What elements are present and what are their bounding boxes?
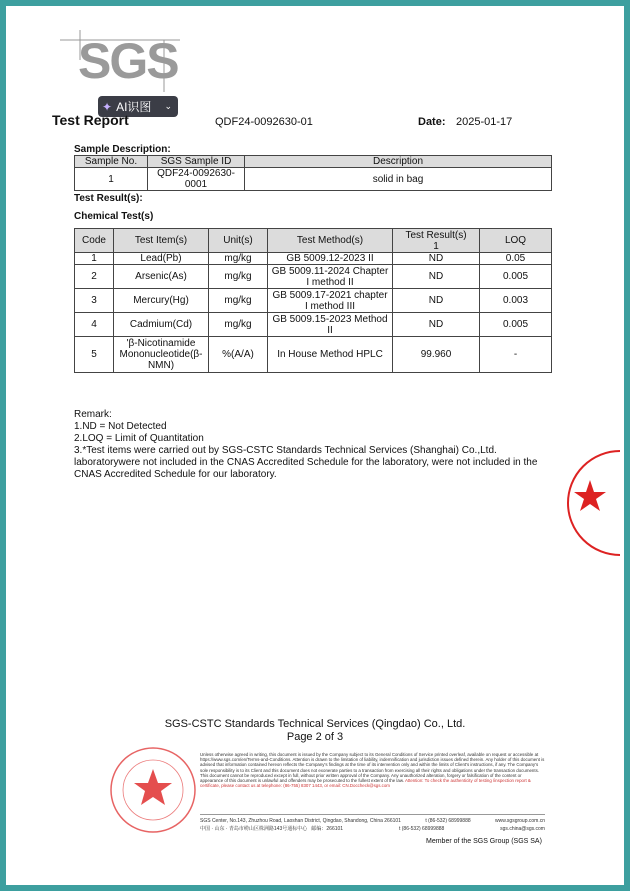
table-cell: In House Method HPLC <box>268 337 393 373</box>
table-cell: 1 <box>75 253 114 265</box>
table-cell: 2 <box>75 265 114 289</box>
table-row <box>75 289 552 313</box>
table-cell: mg/kg <box>209 253 268 265</box>
remark-line: 2.LOQ = Limit of Quantitation <box>74 433 204 444</box>
col-header: Unit(s) <box>209 229 268 253</box>
report-number: QDF24-0092630-01 <box>215 116 313 128</box>
table-cell: Arsenic(As) <box>114 265 209 289</box>
table-cell: solid in bag <box>245 168 552 191</box>
table-cell: GB 5009.12-2023 II <box>268 253 393 265</box>
test-stamp-right <box>560 448 620 578</box>
sample-table <box>74 155 552 191</box>
col-header: Code <box>75 229 114 253</box>
chemical-tests-heading: Chemical Test(s) <box>74 211 154 222</box>
sample-description-heading: Sample Description: <box>74 144 171 155</box>
table-cell: ND <box>393 253 480 265</box>
date-value: 2025-01-17 <box>456 116 513 128</box>
table-cell: 0.05 <box>480 253 552 265</box>
address-block <box>200 814 545 833</box>
footer-page: Page 2 of 3 <box>286 731 344 743</box>
table-cell: %(A/A) <box>209 337 268 373</box>
footer-company: SGS-CSTC Standards Technical Services (Qingdao) Co., Ltd. <box>164 718 466 730</box>
table-row <box>75 253 552 265</box>
table-cell: QDF24-0092630-0001 <box>148 168 245 191</box>
table-row <box>75 265 552 289</box>
page-title: Test Report <box>52 112 129 128</box>
table-cell: Cadmium(Cd) <box>114 313 209 337</box>
table-cell: ND <box>393 265 480 289</box>
table-cell: 3 <box>75 289 114 313</box>
remark-block <box>74 409 544 481</box>
table-cell: ND <box>393 289 480 313</box>
col-header: Sample No. <box>75 156 148 168</box>
table-cell: GB 5009.11-2024 Chapter I method II <box>268 265 393 289</box>
remark-label: Remark: <box>74 409 112 420</box>
test-stamp-bottom <box>108 745 198 835</box>
ai-chip-label: AI识图 <box>116 100 152 114</box>
tel-1: t (86-532) 68999888 <box>425 818 471 824</box>
col-header: Test Method(s) <box>268 229 393 253</box>
table-cell: Lead(Pb) <box>114 253 209 265</box>
address-cn: 中国 · 山东 · 青岛市崂山区株洲路143号通标中心 <box>200 826 308 832</box>
table-cell: 99.960 <box>393 337 480 373</box>
table-cell: mg/kg <box>209 265 268 289</box>
table-cell: Mercury(Hg) <box>114 289 209 313</box>
postcode-cn: 邮编：266101 <box>311 826 344 832</box>
chevron-down-icon[interactable]: ⌄ <box>164 101 172 111</box>
table-cell: mg/kg <box>209 313 268 337</box>
table-cell: mg/kg <box>209 289 268 313</box>
table-row <box>75 168 552 191</box>
table-row <box>75 313 552 337</box>
sgs-logo: SGS <box>78 33 178 89</box>
col-header: SGS Sample ID <box>148 156 245 168</box>
attention-text: Attention: To check the authenticity of testing /inspection report & certificate, please contact us at telephone: (86-755) 8307 1443, or email: CN.Doccheck@sgs.com <box>200 778 531 789</box>
table-cell: 0.005 <box>480 313 552 337</box>
col-header: Test Item(s) <box>114 229 209 253</box>
col-header: LOQ <box>480 229 552 253</box>
sparkle-icon: ✦ <box>102 99 113 114</box>
table-cell: GB 5009.15-2023 Method II <box>268 313 393 337</box>
table-cell: 0.003 <box>480 289 552 313</box>
table-cell: - <box>480 337 552 373</box>
remark-line: 1.ND = Not Detected <box>74 421 167 432</box>
date-label: Date: <box>418 116 446 128</box>
table-cell: 4 <box>75 313 114 337</box>
table-cell: 0.005 <box>480 265 552 289</box>
table-cell: 'β-Nicotinamide Mononucleotide(β-NMN) <box>114 337 209 373</box>
disclaimer <box>200 752 545 788</box>
table-cell: 5 <box>75 337 114 373</box>
table-cell: 1 <box>75 168 148 191</box>
web-1: www.sgsgroup.com.cn <box>494 818 545 824</box>
col-header: Test Result(s) 1 <box>393 229 480 253</box>
col-header: Description <box>245 156 552 168</box>
test-results-heading: Test Result(s): <box>74 193 143 204</box>
table-cell: ND <box>393 313 480 337</box>
chemical-table <box>74 228 552 373</box>
disclaimer-text: Unless otherwise agreed in writing, this document is issued by the Company subject to its General Conditions of Service printed overleaf, available on request or accessible at https://www.sgs.com/en/Terms-and-Conditions. Attention is drawn to the limitation of liability, indemnification and jurisdiction issues defined therein. Any holder of this document is advised that information contained hereon reflects the Company's findings at the time of its intervention only and within the limits of Client's instructions, if any. The Company's sole responsibility is to its Client and this document does not exonerate parties to a transaction from exercising all their rights and obligations under the transaction documents. This document cannot be reproduced except in full, without prior written approval of the Company. Any unauthorized alteration, forgery or falsification of the content or appearance of this document is unlawful and offenders may be prosecuted to the fullest extent of the law. <box>200 752 545 784</box>
table-row <box>75 337 552 373</box>
tel-2: t (86-532) 68999888 <box>398 826 445 832</box>
address-en: SGS Center, No.143, Zhuzhou Road, Laoshan District, Qingdao, Shandong, China 266101 <box>200 818 401 824</box>
remark-line: 3.*Test items were carried out by SGS-CSTC Standards Technical Services (Shanghai) Co.,Ltd. laboratorywere not included in the CNAS Accredited Schedule for the laboratory, were not included in the CNAS Accredited Schedule for our laboratory. <box>74 445 538 480</box>
member-line: Member of the SGS Group (SGS SA) <box>426 838 542 845</box>
table-cell: GB 5009.17-2021 chapter I method III <box>268 289 393 313</box>
web-2: sgs.china@sgs.com <box>500 826 545 832</box>
